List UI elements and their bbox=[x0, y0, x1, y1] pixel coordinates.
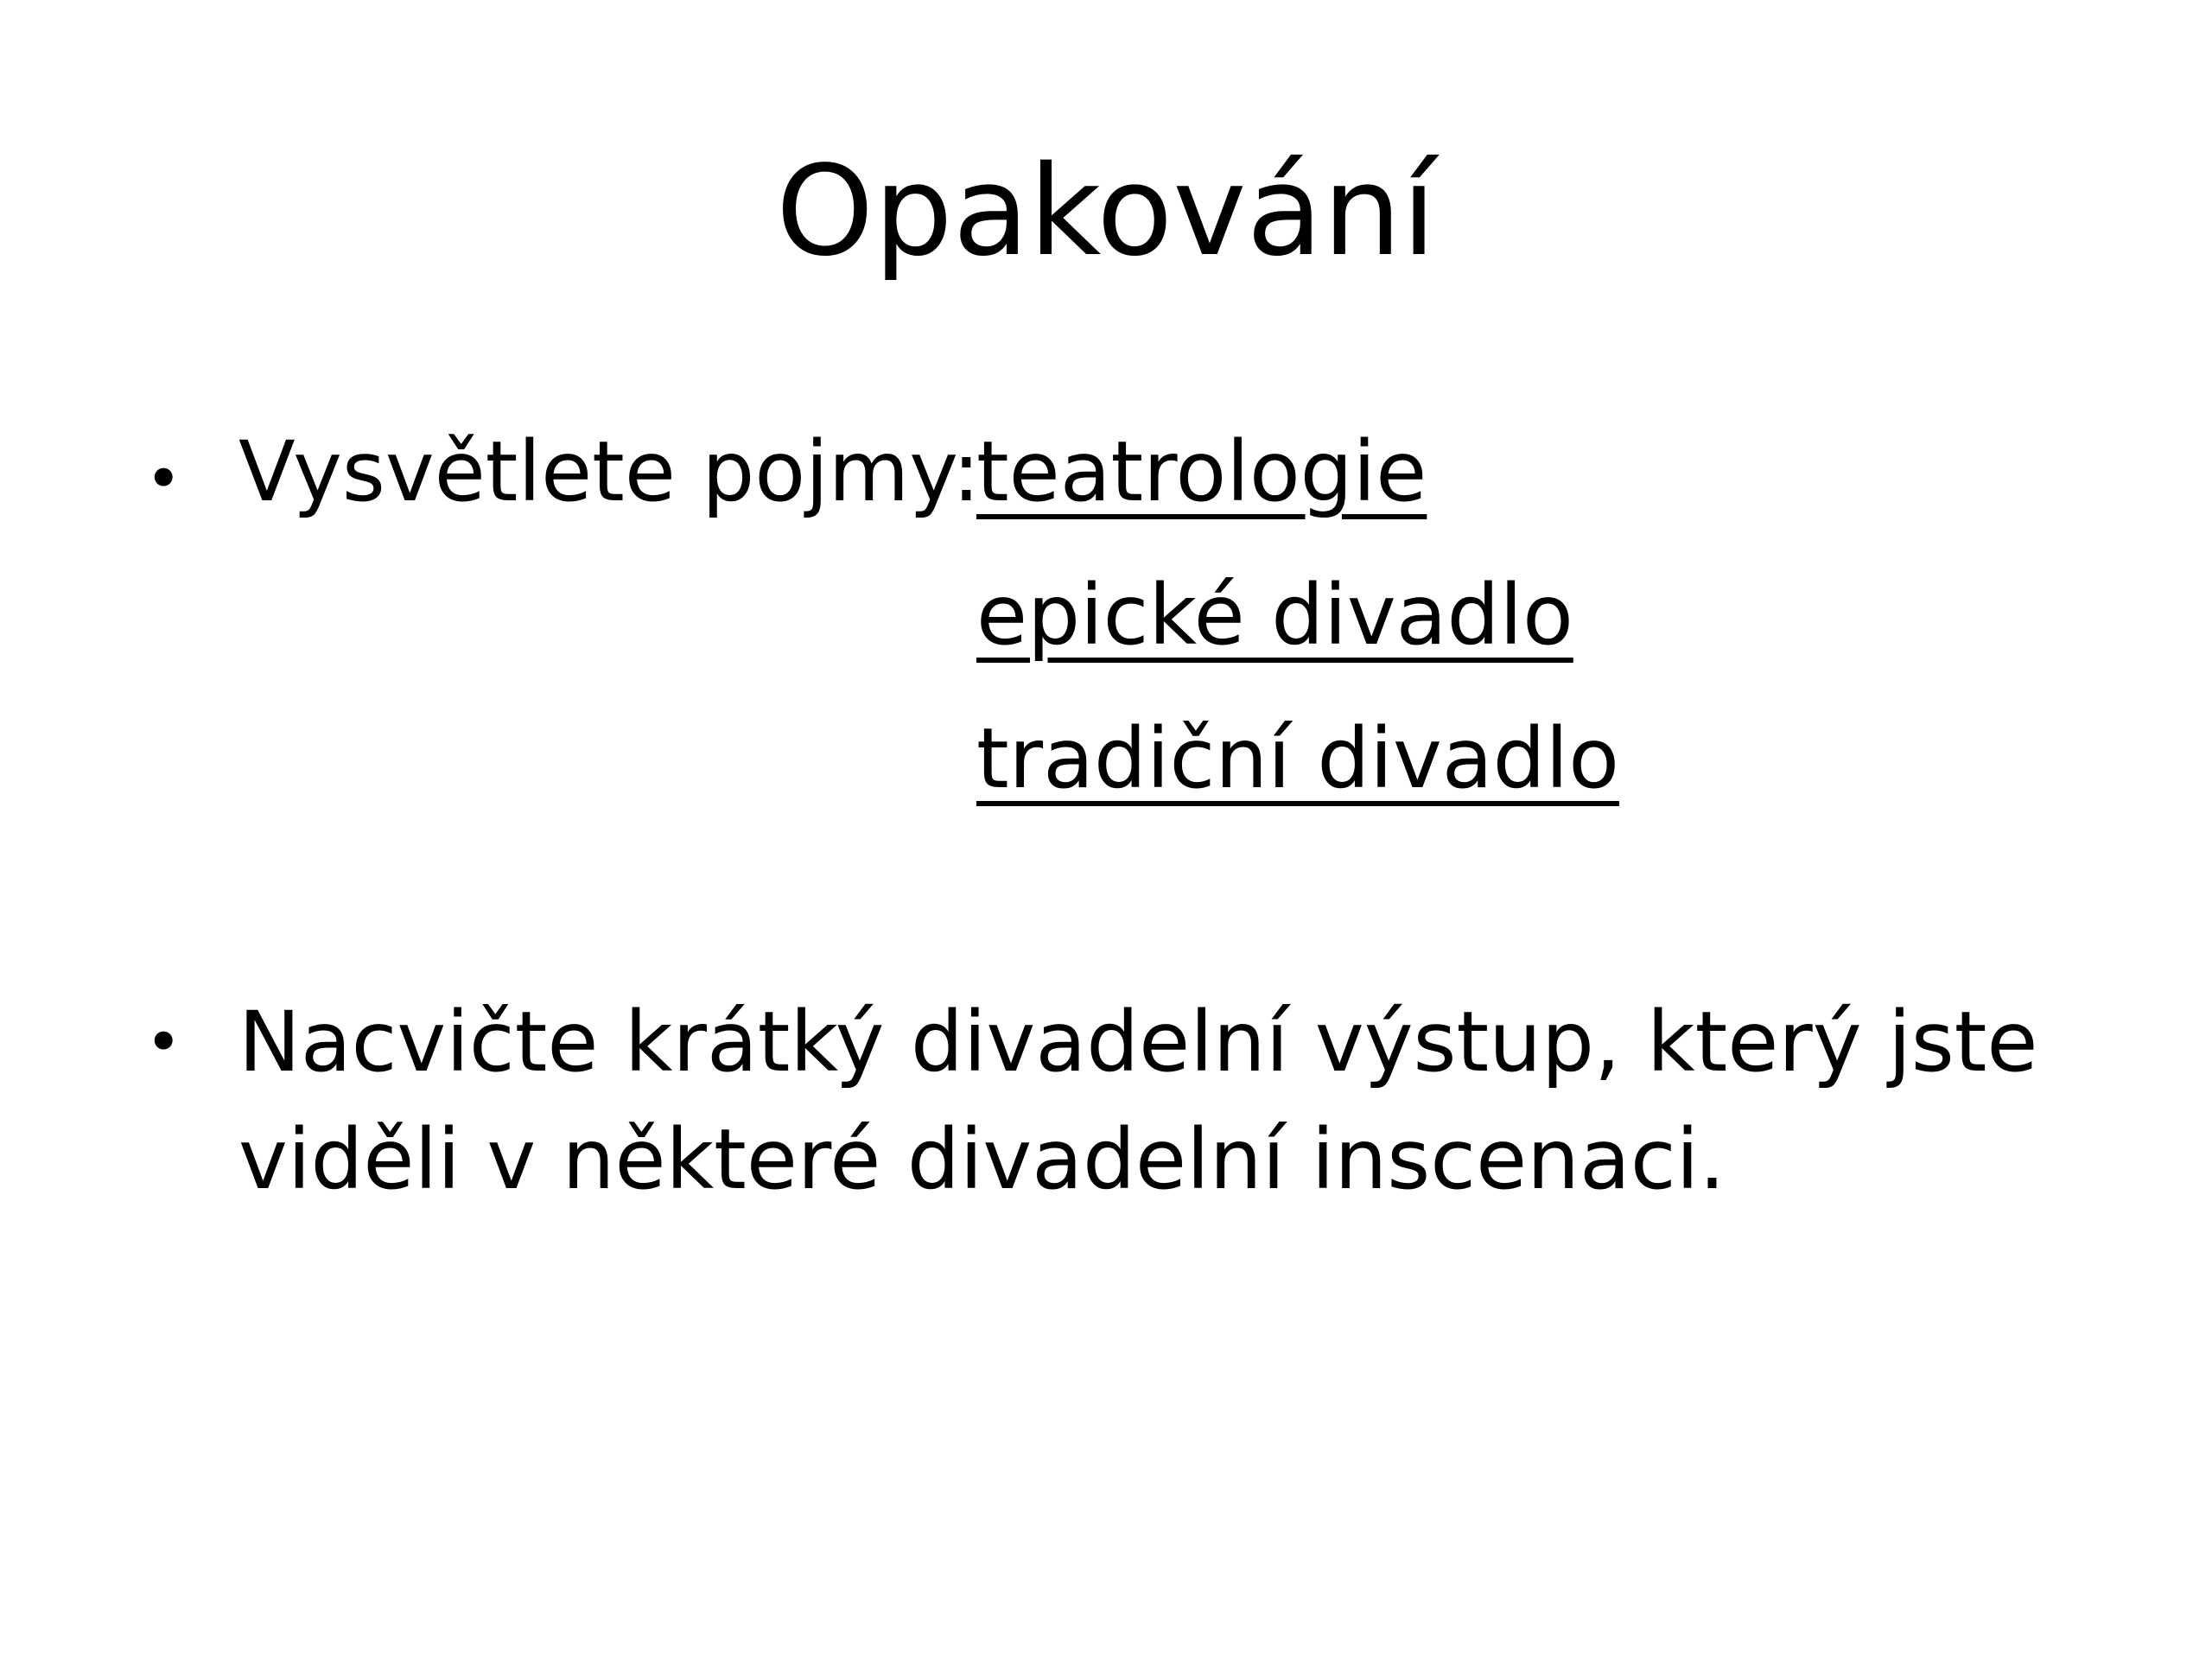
bullet-text: Nacvičte krátký divadelní výstup, který jste viděli v některé divadelní inscenaci. bbox=[238, 994, 2038, 1208]
term-epicke-divadlo: epické divadlo bbox=[976, 567, 1573, 664]
term-teatrologie: teatrologie bbox=[976, 423, 1427, 520]
bullet-icon: • bbox=[145, 442, 182, 515]
bullet-icon: • bbox=[145, 1006, 182, 1078]
bullet-item-2 bbox=[145, 983, 2096, 1218]
bullet-text: Vysvětlete pojmy: bbox=[238, 423, 981, 520]
slide-title: Opakování bbox=[775, 138, 1437, 283]
term-tradicni-divadlo: tradiční divadlo bbox=[976, 710, 1619, 807]
bullet-item-1 bbox=[145, 413, 980, 537]
